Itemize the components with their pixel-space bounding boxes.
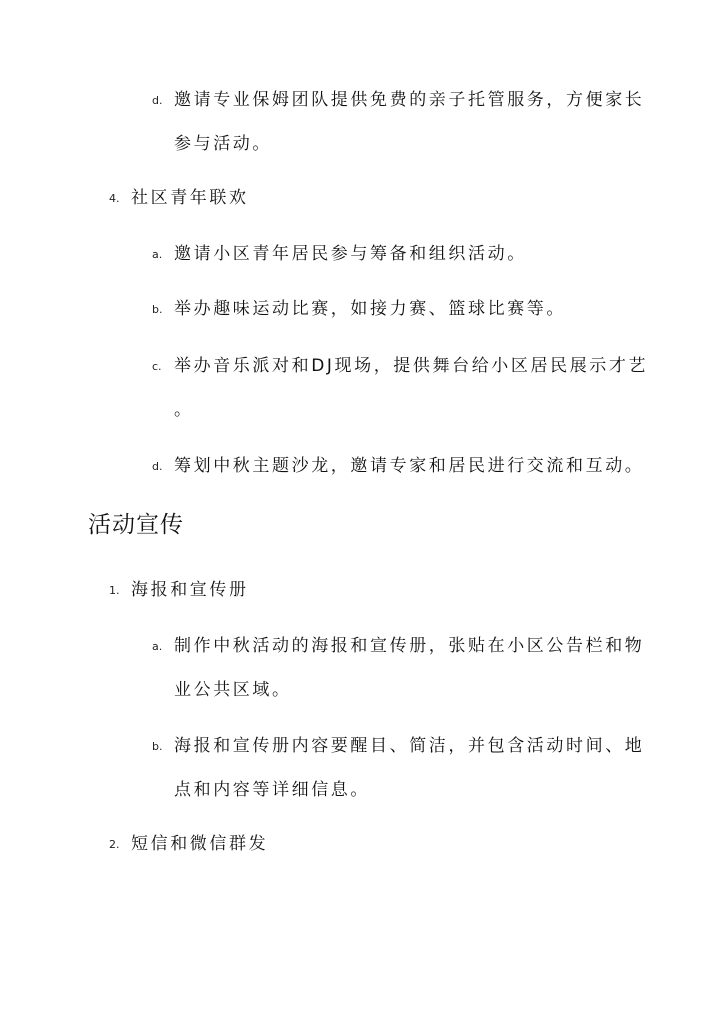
list-item-text: 海报和宣传册 — [131, 580, 249, 600]
list-marker: a. — [152, 248, 163, 261]
list-marker: 1. — [109, 584, 120, 597]
list-item-text: 制作中秋活动的海报和宣传册，张贴在小区公告栏和物 — [174, 636, 645, 656]
list-marker: d. — [152, 460, 163, 473]
list-item-text-continuation: 业公共区域。 — [174, 680, 292, 700]
list-item-text: 邀请小区青年居民参与筹备和组织活动。 — [174, 244, 527, 264]
list-item-text-continuation: 点和内容等详细信息。 — [174, 780, 370, 800]
list-item-text: 举办趣味运动比赛，如接力赛、篮球比赛等。 — [174, 299, 566, 319]
list-marker: c. — [152, 360, 162, 373]
list-item-text: 海报和宣传册内容要醒目、简洁，并包含活动时间、地 — [174, 736, 645, 756]
list-marker: b. — [152, 303, 163, 316]
list-marker: 2. — [109, 838, 120, 851]
list-item-text: 社区青年联欢 — [131, 188, 249, 208]
list-marker: 4. — [109, 192, 120, 205]
list-marker: b. — [152, 740, 163, 753]
list-marker: a. — [152, 640, 163, 653]
section-heading: 活动宣传 — [88, 512, 184, 538]
list-item-text: 短信和微信群发 — [131, 834, 269, 854]
list-item-text: 筹划中秋主题沙龙，邀请专家和居民进行交流和互动。 — [174, 456, 645, 476]
list-item-text-continuation: 参与活动。 — [174, 134, 272, 154]
list-item-text-continuation: 。 — [174, 400, 194, 420]
list-item-text: 邀请专业保姆团队提供免费的亲子托管服务，方便家长 — [174, 90, 645, 110]
list-marker: d. — [152, 94, 163, 107]
list-item-text: 举办音乐派对和DJ现场，提供舞台给小区居民展示才艺 — [174, 356, 649, 376]
